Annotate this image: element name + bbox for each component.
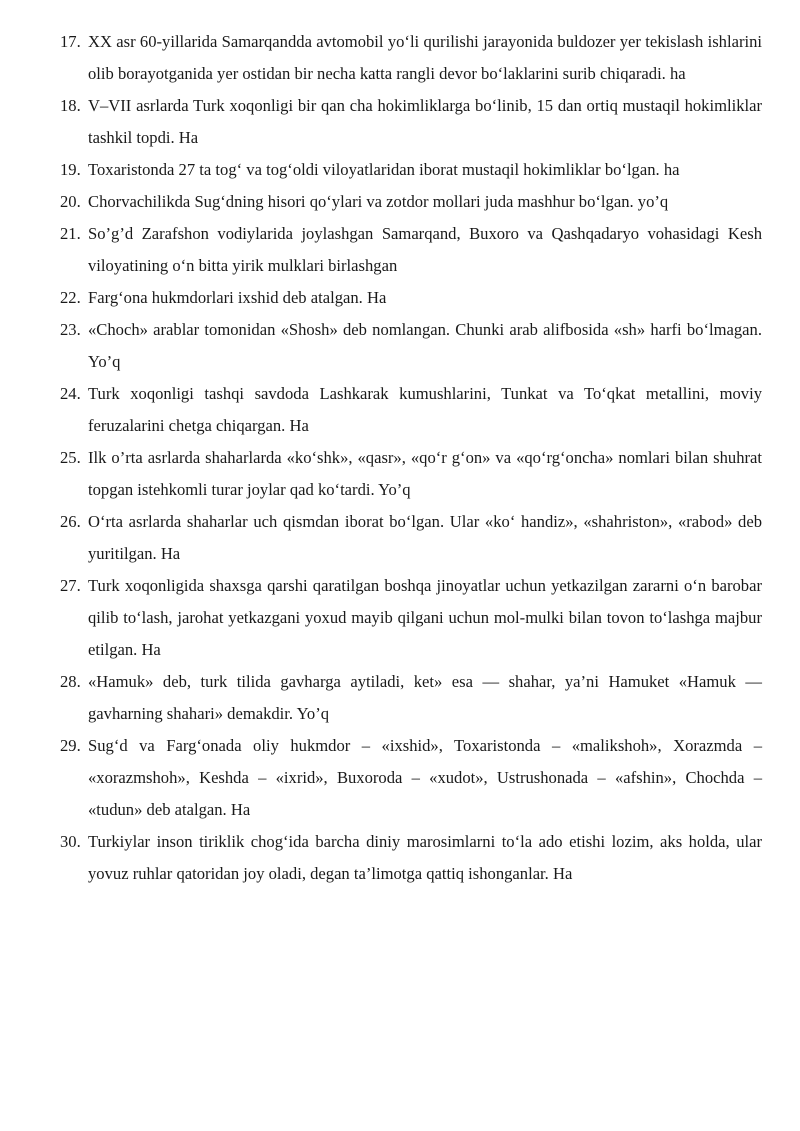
list-item-21 xyxy=(60,218,762,282)
list-item-20 xyxy=(60,186,762,218)
list-item-23 xyxy=(60,314,762,378)
item-number: 26. xyxy=(60,512,81,531)
document-page xyxy=(60,26,762,890)
item-text: «Hamuk» deb, turk tilida gavharga aytiladi, ket» esa — shahar, ya’ni Hamuket «Hamuk — gavharning shahari» demakdir. Yo’q xyxy=(88,672,762,723)
item-text: Turk xoqonligi tashqi savdoda Lashkarak kumushlarini, Tunkat va To‘qkat metallini, moviy feruzalarini chetga chiqargan. Ha xyxy=(88,384,762,435)
list-item-22 xyxy=(60,282,762,314)
item-text: «Choch» arablar tomonidan «Shosh» deb nomlangan. Chunki arab alifbosida «sh» harfi bo‘lmagan. Yo’q xyxy=(88,320,762,371)
item-number: 24. xyxy=(60,384,81,403)
item-text: Turkiylar inson tiriklik chog‘ida barcha diniy marosimlarni to‘la ado etishi lozim, aks holda, ular yovuz ruhlar qatoridan joy oladi, degan ta’limotga qattiq ishonganlar. Ha xyxy=(88,832,762,883)
list-item-24 xyxy=(60,378,762,442)
item-number: 30. xyxy=(60,832,81,851)
item-number: 22. xyxy=(60,288,81,307)
item-text: XX asr 60-yillarida Samarqandda avtomobil yo‘li qurilishi jarayonida buldozer yer tekislash ishlarini olib borayotganida yer ostidan bir necha katta rangli devor bo‘laklarini surib chiqaradi. ha xyxy=(88,32,762,83)
list-item-28 xyxy=(60,666,762,730)
item-number: 21. xyxy=(60,224,81,243)
item-number: 20. xyxy=(60,192,81,211)
item-text: Chorvachilikda Sug‘dning hisori qo‘ylari va zotdor mollari juda mashhur bo‘lgan. yo’q xyxy=(88,192,669,211)
item-text: O‘rta asrlarda shaharlar uch qismdan iborat bo‘lgan. Ular «ko‘ handiz», «shahriston», «rabod» deb yuritilgan. Ha xyxy=(88,512,762,563)
item-number: 28. xyxy=(60,672,81,691)
item-number: 17. xyxy=(60,32,81,51)
item-text: Turk xoqonligida shaxsga qarshi qaratilgan boshqa jinoyatlar uchun yetkazilgan zararni o‘n barobar qilib to‘lash, jarohat yetkazgani yoxud mayib qilgani uchun mol-mulki bilan tovon to‘lashga majbur etilgan. Ha xyxy=(88,576,762,659)
list-item-18 xyxy=(60,90,762,154)
list-item-19 xyxy=(60,154,762,186)
item-number: 18. xyxy=(60,96,81,115)
item-number: 29. xyxy=(60,736,81,755)
list-item-25 xyxy=(60,442,762,506)
item-number: 19. xyxy=(60,160,81,179)
list-item-29 xyxy=(60,730,762,826)
item-text: Toxaristonda 27 ta tog‘ va tog‘oldi viloyatlaridan iborat mustaqil hokimliklar bo‘lgan. ha xyxy=(88,160,680,179)
item-number: 25. xyxy=(60,448,81,467)
list-item-26 xyxy=(60,506,762,570)
list-item-17 xyxy=(60,26,762,90)
item-text: Ilk o’rta asrlarda shaharlarda «ko‘shk», «qasr», «qo‘r g‘on» va «qo‘rg‘oncha» nomlari bilan shuhrat topgan istehkomli turar joylar qad ko‘tardi. Yo’q xyxy=(88,448,762,499)
list-item-30 xyxy=(60,826,762,890)
item-text: Sug‘d va Farg‘onada oliy hukmdor – «ixshid», Toxaristonda – «malikshoh», Xorazmda – «xorazmshoh», Keshda – «ixrid», Buxoroda – «xudot», Ustrushonada – «afshin», Chochda – «tudun» deb atalgan. Ha xyxy=(88,736,762,819)
list-item-27 xyxy=(60,570,762,666)
item-text: Farg‘ona hukmdorlari ixshid deb atalgan. Ha xyxy=(88,288,387,307)
item-text: So’g’d Zarafshon vodiylarida joylashgan Samarqand, Buxoro va Qashqadaryo vohasidagi Kesh viloyatining o‘n bitta yirik mulklari birlashgan xyxy=(88,224,762,275)
item-number: 23. xyxy=(60,320,81,339)
item-number: 27. xyxy=(60,576,81,595)
item-text: V–VII asrlarda Turk xoqonligi bir qan cha hokimliklarga bo‘linib, 15 dan ortiq mustaqil hokimliklar tashkil topdi. Ha xyxy=(88,96,762,147)
